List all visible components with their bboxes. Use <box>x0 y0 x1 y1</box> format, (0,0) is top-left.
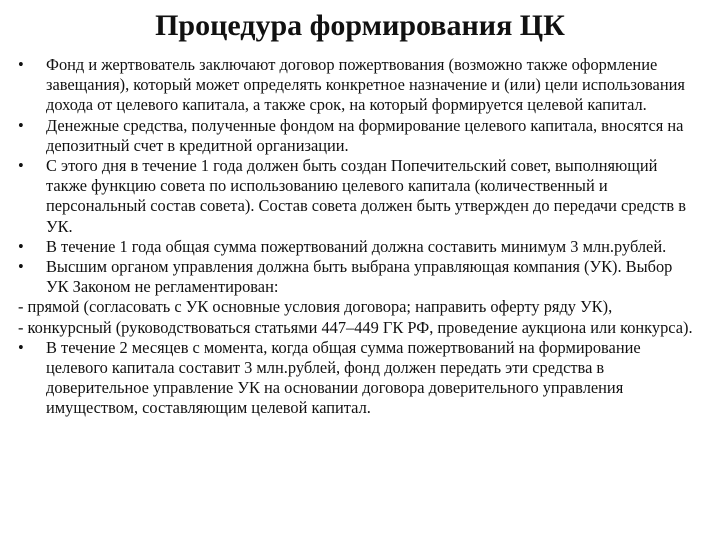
dash-item-text: - конкурсный (руководствоваться статьями 447–449 ГК РФ, проведение аукциона или конкурса). <box>18 317 693 337</box>
page-title: Процедура формирования ЦК <box>155 9 565 42</box>
bullet-marker: • <box>18 257 24 277</box>
list-item <box>18 338 694 419</box>
bullet-marker: • <box>18 115 24 135</box>
list-item-text: В течение 2 месяцев с момента, когда общая сумма пожертвований на формирование целевого капитала составит 3 млн.рублей, фонд должен передать эти средства в доверительное управление УК на основании договора доверительного управления имуществом, составляющим целевой капитал. <box>46 337 641 418</box>
bullet-marker: • <box>18 55 24 74</box>
dash-item-text: - прямой (согласовать с УК основные условия договора; направить оферту ряду УК), <box>18 297 613 317</box>
list-item <box>18 116 694 156</box>
list-item-text: Фонд и жертвователь заключают договор пожертвования (возможно также оформление завещания), который может определять конкретное назначение и (или) цели использования дохода от целевого капитала, а также срок, на который формируется целевой капитал. <box>46 55 685 115</box>
bullet-list <box>18 55 694 419</box>
list-item-text: В течение 1 года общая сумма пожертвований должна составить минимум 3 млн.рублей. <box>46 236 667 256</box>
list-item <box>18 55 694 116</box>
dash-item-direct <box>18 297 694 317</box>
list-item <box>18 257 694 297</box>
list-item-text: С этого дня в течение 1 года должен быть создан Попечительский совет, выполняющий также функцию совета по использованию целевого капитала (количественный и персональный состав совета). Состав совета должен быть утвержден до передачи средств в УК. <box>46 156 686 236</box>
list-item-text: Высшим органом управления должна быть выбрана управляющая компания (УК). Выбор УК Законом не регламентирован: <box>46 257 673 297</box>
bullet-marker: • <box>18 337 24 357</box>
list-item-text: Денежные средства, полученные фондом на формирование целевого капитала, вносятся на депозитный счет в кредитной организации. <box>46 115 684 155</box>
list-item <box>18 237 694 257</box>
bullet-marker: • <box>18 156 24 176</box>
dash-item-competitive <box>18 318 694 338</box>
bullet-marker: • <box>18 236 24 256</box>
list-item <box>18 156 694 237</box>
